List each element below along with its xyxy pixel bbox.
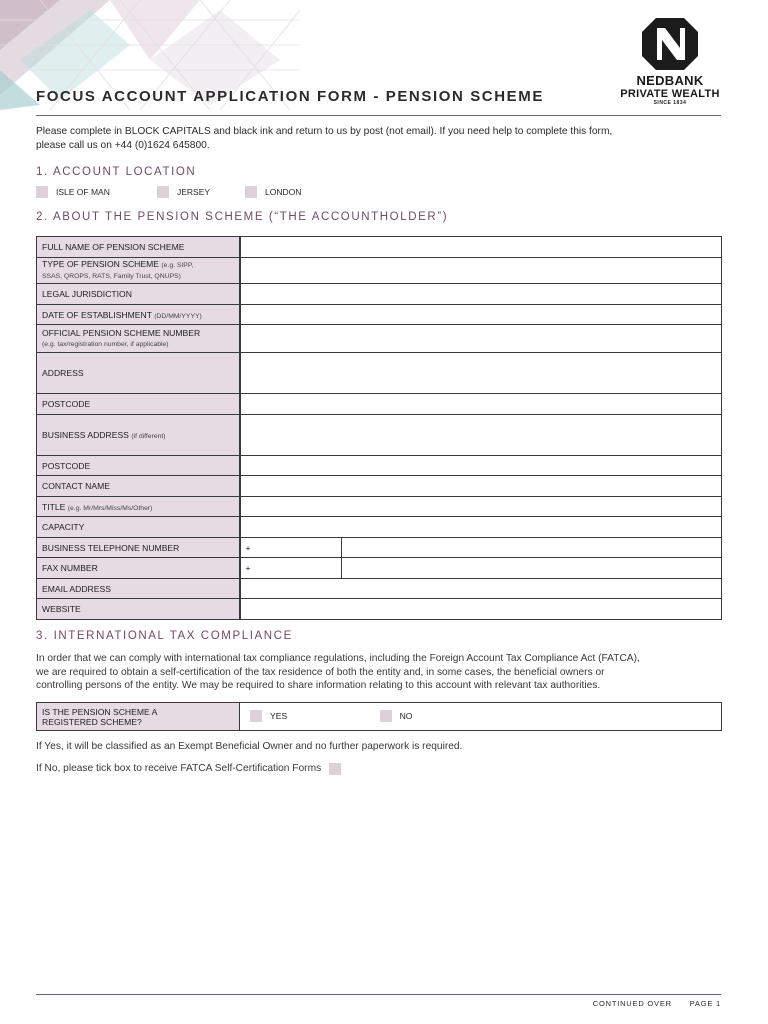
- no-option[interactable]: [380, 710, 413, 722]
- table-row: [37, 599, 722, 620]
- date-field[interactable]: [240, 305, 722, 325]
- official-number-field[interactable]: [240, 325, 722, 353]
- contact-name-field[interactable]: [240, 476, 722, 497]
- type-hint-1: (e.g. SIPP,: [161, 262, 194, 269]
- intro-line-2: please call us on +44 (0)1624 645800.: [36, 139, 210, 151]
- isle-of-man-checkbox[interactable]: [36, 186, 48, 198]
- yes-checkbox[interactable]: [250, 710, 262, 722]
- table-row: [37, 284, 722, 305]
- title-label-text: TITLE: [42, 501, 66, 512]
- location-option-london[interactable]: [245, 186, 301, 198]
- location-option-isle-of-man[interactable]: [36, 186, 110, 198]
- business-address-field[interactable]: [240, 415, 722, 456]
- jurisdiction-field[interactable]: [240, 284, 722, 305]
- business-postcode-field[interactable]: [240, 456, 722, 476]
- table-row: [37, 353, 722, 394]
- postcode-field[interactable]: [240, 394, 722, 415]
- table-row: [37, 558, 722, 579]
- fax-plus-prefix: +: [245, 563, 251, 573]
- full-name-field[interactable]: [240, 237, 722, 258]
- official-number-hint: (e.g. tax/registration number, if applicable): [42, 340, 169, 348]
- tax-para-line-3: controlling persons of the entity. We may be required to share information relating to this account with relevant tax authorities.: [36, 680, 601, 691]
- business-phone-label: BUSINESS TELEPHONE NUMBER: [37, 538, 240, 558]
- address-field[interactable]: [240, 353, 722, 394]
- if-no-text: If No, please tick box to receive FATCA Self-Certification Forms: [36, 763, 322, 774]
- intro-line-1: Please complete in BLOCK CAPITALS and black ink and return to us by post (not email). If you need help to complete this form,: [36, 126, 613, 137]
- section-heading-about-pension-scheme: 2. ABOUT THE PENSION SCHEME (“THE ACCOUNTHOLDER”): [36, 211, 449, 223]
- nedbank-n-icon: [642, 18, 698, 70]
- jersey-checkbox[interactable]: [157, 186, 169, 198]
- business-address-text: BUSINESS ADDRESS: [42, 430, 129, 440]
- logo-since: SINCE 1834: [653, 100, 687, 106]
- footer: [593, 999, 721, 1008]
- pension-scheme-details-table: [36, 236, 722, 620]
- jersey-label: JERSEY: [177, 187, 211, 197]
- logo-subtitle: PRIVATE WEALTH: [620, 88, 720, 100]
- type-label-text: TYPE OF PENSION SCHEME: [42, 259, 159, 269]
- fax-number-field[interactable]: [342, 558, 722, 579]
- logo-brand: NEDBANK: [636, 73, 704, 88]
- fatca-forms-checkbox[interactable]: [329, 763, 341, 775]
- table-row: [37, 517, 722, 538]
- official-number-text: OFFICIAL PENSION SCHEME NUMBER: [42, 327, 201, 338]
- london-label: LONDON: [265, 187, 302, 197]
- fax-label: FAX NUMBER: [37, 558, 240, 579]
- tax-compliance-paragraph: [36, 652, 736, 693]
- continued-over-text: CONTINUED OVER: [592, 999, 672, 1008]
- section-heading-account-location: 1. ACCOUNT LOCATION: [36, 166, 197, 178]
- business-phone-code-field[interactable]: [240, 538, 342, 558]
- yes-option[interactable]: [250, 710, 287, 722]
- tax-para-line-1: In order that we can comply with international tax compliance regulations, including the Foreign Account Tax Compliance Act (FATCA),: [36, 653, 640, 664]
- business-phone-number-field[interactable]: [342, 538, 722, 558]
- registered-scheme-options: [240, 703, 722, 731]
- type-label: [37, 258, 240, 284]
- website-label: WEBSITE: [37, 599, 240, 620]
- type-hint-2: SSAS, QROPS, RATS, Family Trust, QNUPS): [42, 272, 181, 280]
- footer-divider: [36, 994, 721, 995]
- table-row: [37, 325, 722, 353]
- full-name-label: FULL NAME OF PENSION SCHEME: [37, 237, 240, 258]
- page-title: FOCUS ACCOUNT APPLICATION FORM - PENSION SCHEME: [36, 88, 544, 105]
- table-row: [37, 538, 722, 558]
- official-number-label: [37, 325, 240, 353]
- intro-text: [36, 125, 726, 152]
- registered-scheme-table: [36, 702, 722, 731]
- date-label: [37, 305, 240, 325]
- table-row: [37, 703, 722, 731]
- title-divider: [36, 115, 721, 116]
- jurisdiction-label: LEGAL JURISDICTION: [37, 284, 240, 305]
- question-line-1: IS THE PENSION SCHEME A: [42, 706, 158, 717]
- website-field[interactable]: [240, 599, 722, 620]
- title-label: [37, 497, 240, 517]
- question-line-2: REGISTERED SCHEME?: [42, 716, 142, 727]
- table-row: [37, 415, 722, 456]
- table-row: [37, 476, 722, 497]
- fax-code-field[interactable]: [240, 558, 342, 579]
- no-checkbox[interactable]: [380, 710, 392, 722]
- business-address-hint: (if different): [131, 433, 166, 440]
- date-hint: (DD/MM/YYYY): [154, 312, 202, 320]
- contact-name-label: CONTACT NAME: [37, 476, 240, 497]
- registered-scheme-question: [37, 703, 240, 731]
- location-option-jersey[interactable]: [157, 186, 210, 198]
- table-row: [37, 394, 722, 415]
- table-row: [37, 305, 722, 325]
- address-label: ADDRESS: [37, 353, 240, 394]
- capacity-field[interactable]: [240, 517, 722, 538]
- page-number: PAGE 1: [689, 999, 721, 1008]
- type-field[interactable]: [240, 258, 722, 284]
- title-field[interactable]: [240, 497, 722, 517]
- table-row: [37, 237, 722, 258]
- postcode-label: POSTCODE: [37, 394, 240, 415]
- business-address-label: [37, 415, 240, 456]
- table-row: [37, 258, 722, 284]
- business-postcode-label: POSTCODE: [37, 456, 240, 476]
- email-field[interactable]: [240, 579, 722, 599]
- no-label: NO: [399, 710, 413, 721]
- if-no-row: [36, 762, 736, 776]
- table-row: [37, 579, 722, 599]
- table-row: [37, 497, 722, 517]
- isle-of-man-label: ISLE OF MAN: [56, 187, 110, 197]
- london-checkbox[interactable]: [245, 186, 257, 198]
- if-yes-text: If Yes, it will be classified as an Exempt Beneficial Owner and no further paperwork is required.: [36, 741, 463, 752]
- tax-para-line-2: we are required to obtain a self-certification of the tax residence of both the entity and, in some cases, the beneficial owners or: [36, 666, 605, 678]
- nedbank-logo: [608, 18, 732, 114]
- capacity-label: CAPACITY: [37, 517, 240, 538]
- table-row: [37, 456, 722, 476]
- section-heading-tax-compliance: 3. INTERNATIONAL TAX COMPLIANCE: [36, 630, 293, 642]
- yes-label: YES: [270, 710, 288, 721]
- date-label-text: DATE OF ESTABLISHMENT: [42, 309, 152, 320]
- title-hint: (e.g. Mr/Mrs/Miss/Ms/Other): [67, 504, 153, 512]
- phone-plus-prefix: +: [245, 542, 251, 553]
- email-label: EMAIL ADDRESS: [37, 579, 240, 599]
